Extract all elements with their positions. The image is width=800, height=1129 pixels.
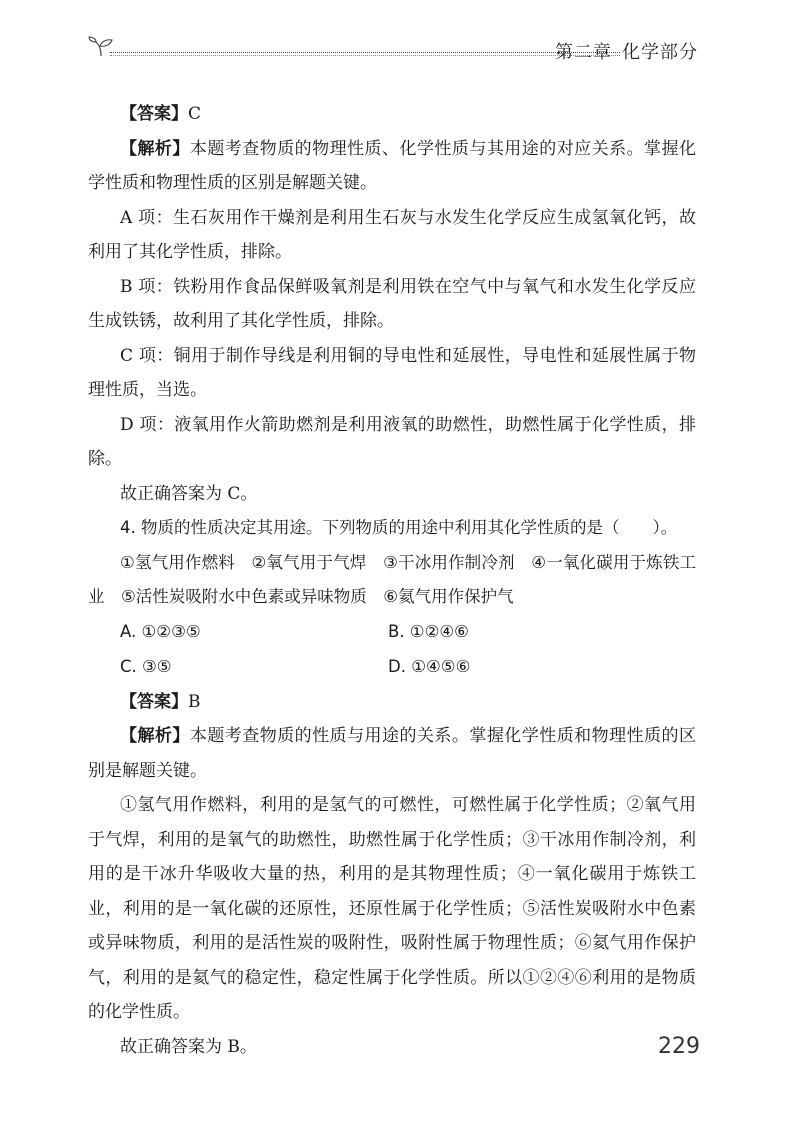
item-d: D 项：液氧用作火箭助燃剂是利用液氧的助燃性，助燃性属于化学性质，排除。: [88, 414, 696, 469]
answer-value: C: [188, 104, 202, 124]
answer-tag: 【答案】: [120, 104, 188, 124]
conclusion-1: 故正确答案为 C。: [120, 483, 258, 504]
answer-value: B: [188, 691, 201, 712]
explanation-2-detail: ①氢气用作燃料，利用的是氢气的可燃性，可燃性属于化学性质；②氧气用于气焊，利用的是氧气的助燃性，助燃性属于化学性质；③干冰用作制冷剂，利用的是干冰升华吸收大量的热，利用的是其物理性质；④一氧化碳用于炼铁工业，利用的是一氧化碳的还原性，还原性属于化学性质；⑤活性炭吸附水中色素或异味物质，利用的是活性炭的吸附性，吸附性属于物理性质；⑥氦气用作保护气，利用的是氦气的稳定性，稳定性属于化学性质。所以①②④⑥利用的是物质的化学性质。: [88, 795, 696, 1022]
explanation-2: [88, 719, 696, 788]
option-b: B. ①②④⑥: [388, 621, 469, 641]
chapter-number: 第二章: [555, 42, 612, 63]
answer-2: [88, 685, 696, 720]
question-4-items: ①氢气用作燃料 ②氧气用于气焊 ③干冰用作制冷剂 ④一氧化碳用于炼铁工业 ⑤活性炭吸附水中色素或异味物质 ⑥氦气用作保护气: [88, 552, 696, 606]
explanation-1: [88, 132, 696, 201]
answer-tag: 【答案】: [120, 691, 188, 712]
chapter-section: 化学部分: [622, 42, 698, 63]
header-rule-secondary: [110, 55, 620, 56]
item-c: C 项：铜用于制作导线是利用铜的导电性和延展性，导电性和延展性属于物理性质，当选。: [88, 345, 696, 400]
page-header: [88, 36, 698, 72]
answer-1: [88, 97, 696, 132]
option-a: A. ①②③⑤: [120, 621, 201, 641]
item-a: A 项：生石灰用作干燥剂是利用生石灰与水发生化学反应生成氢氧化钙，故利用了其化学性质，排除。: [88, 207, 696, 262]
options-row-1: [88, 615, 696, 650]
explanation-tag: 【解析】: [120, 726, 190, 746]
page-number: 229: [658, 1034, 700, 1059]
page-body: [88, 97, 696, 1064]
options-row-2: [88, 650, 696, 685]
conclusion-2: 故正确答案为 B。: [120, 1036, 257, 1057]
chapter-title: [545, 38, 698, 64]
option-c: C. ③⑤: [120, 656, 172, 676]
explanation-text: 本题考查物质的性质与用途的关系。掌握化学性质和物理性质的区别是解题关键。: [88, 726, 696, 781]
option-d: D. ①④⑤⑥: [388, 656, 471, 676]
explanation-text: 本题考查物质的物理性质、化学性质与其用途的对应关系。掌握化学性质和物理性质的区别是解题关键。: [88, 138, 696, 193]
item-b: B 项：铁粉用作食品保鲜吸氧剂是利用铁在空气中与氧气和水发生化学反应生成铁锈，故利用了其化学性质，排除。: [88, 276, 696, 331]
header-rule: [110, 52, 620, 53]
question-4-stem: 4. 物质的性质决定其用途。下列物质的用途中利用其化学性质的是（ ）。: [120, 518, 678, 537]
explanation-tag: 【解析】: [120, 138, 190, 159]
